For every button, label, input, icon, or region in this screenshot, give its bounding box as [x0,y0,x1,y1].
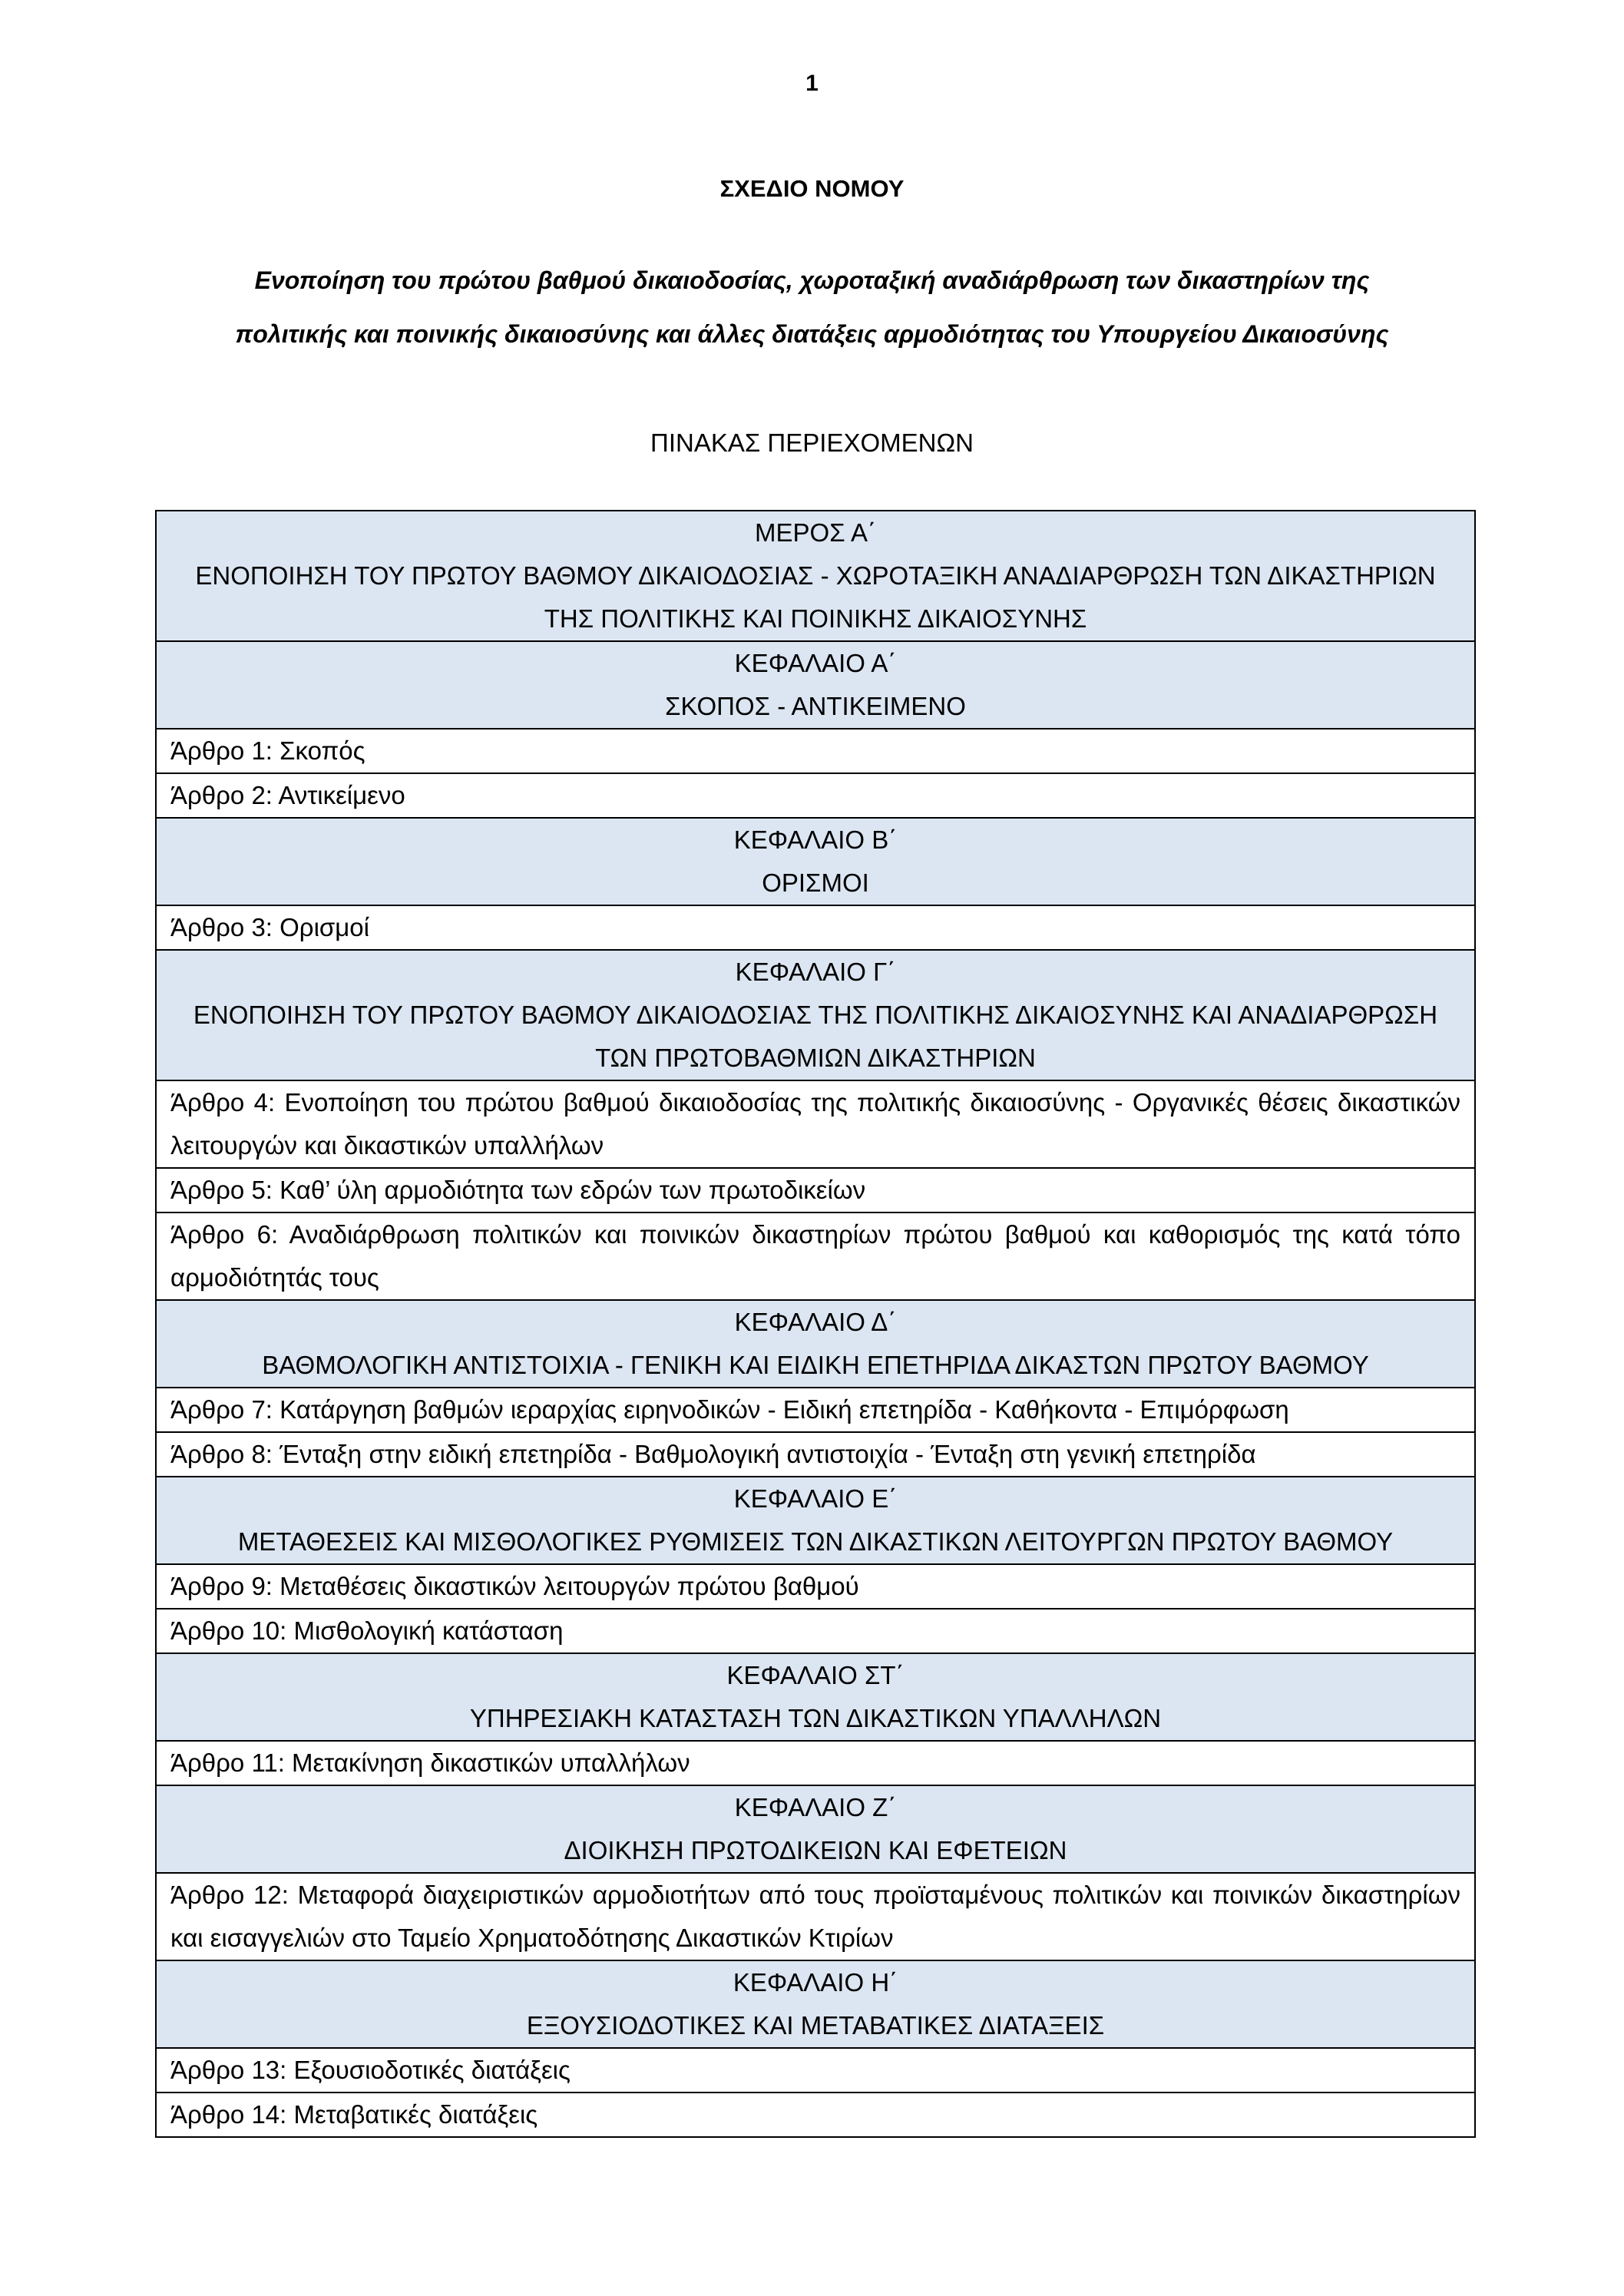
toc-chapter-row [156,641,1475,729]
toc-article-row [156,2093,1475,2137]
toc-article-row [156,1741,1475,1785]
toc-chapter-cell [156,818,1475,905]
toc-article-row [156,1873,1475,1960]
toc-article-cell: Άρθρο 4: Ενοποίηση του πρώτου βαθμού δικαιοδοσίας της πολιτικής δικαιοσύνης - Οργανικές θέσεις δικαστικών λειτουργών και δικαστικών υπαλλήλων [156,1080,1475,1168]
table-of-contents [155,510,1476,2138]
toc-article-row [156,1080,1475,1168]
toc-article-cell: Άρθρο 7: Κατάργηση βαθμών ιεραρχίας ειρηνοδικών - Ειδική επετηρίδα - Καθήκοντα - Επιμόρφωση [156,1388,1475,1432]
chapter-label: ΚΕΦΑΛΑΙΟ Η΄ [733,1968,898,1997]
toc-chapter-row [156,1653,1475,1741]
toc-chapter-cell [156,950,1475,1080]
toc-chapter-row [156,1785,1475,1873]
toc-article-cell: Άρθρο 5: Καθ’ ύλη αρμοδιότητα των εδρών των πρωτοδικείων [156,1168,1475,1213]
chapter-title-line: ΕΝΟΠΟΙΗΣΗ ΤΟΥ ΠΡΩΤΟΥ ΒΑΘΜΟΥ ΔΙΚΑΙΟΔΟΣΙΑΣ ΤΗΣ ΠΟΛΙΤΙΚΗΣ ΔΙΚΑΙΟΣΥΝΗΣ ΚΑΙ ΑΝΑΔΙΑΡΘΡΩΣΗ [193,1001,1438,1029]
document-title [154,253,1470,361]
page-number: 1 [805,71,819,96]
document-type: ΣΧΕΔΙΟ ΝΟΜΟΥ [719,175,905,202]
part-label: ΜΕΡΟΣ Α΄ [755,518,876,547]
toc-chapter-row [156,818,1475,905]
chapter-title-line: ΒΑΘΜΟΛΟΓΙΚΗ ΑΝΤΙΣΤΟΙΧΙΑ - ΓΕΝΙΚΗ ΚΑΙ ΕΙΔΙΚΗ ΕΠΕΤΗΡΙΔΑ ΔΙΚΑΣΤΩΝ ΠΡΩΤΟΥ ΒΑΘΜΟΥ [262,1351,1369,1379]
toc-chapter-cell [156,1785,1475,1873]
toc-chapter-row [156,950,1475,1080]
chapter-title-line: ΜΕΤΑΘΕΣΕΙΣ ΚΑΙ ΜΙΣΘΟΛΟΓΙΚΕΣ ΡΥΘΜΙΣΕΙΣ ΤΩΝ ΔΙΚΑΣΤΙΚΩΝ ΛΕΙΤΟΥΡΓΩΝ ΠΡΩΤΟΥ ΒΑΘΜΟΥ [237,1527,1394,1556]
toc-chapter-cell [156,1653,1475,1741]
part-title-line: ΕΝΟΠΟΙΗΣΗ ΤΟΥ ΠΡΩΤΟΥ ΒΑΘΜΟΥ ΔΙΚΑΙΟΔΟΣΙΑΣ - ΧΩΡΟΤΑΞΙΚΗ ΑΝΑΔΙΑΡΘΡΩΣΗ ΤΩΝ ΔΙΚΑΣΤΗΡΙΩΝ [195,561,1436,590]
chapter-title-line: ΔΙΟΙΚΗΣΗ ΠΡΩΤΟΔΙΚΕΙΩΝ ΚΑΙ ΕΦΕΤΕΙΩΝ [564,1836,1067,1864]
toc-article-cell: Άρθρο 3: Ορισμοί [156,905,1475,950]
toc-chapter-row [156,1477,1475,1564]
chapter-label: ΚΕΦΑΛΑΙΟ Ε΄ [733,1484,898,1513]
toc-part-cell [156,511,1475,641]
toc-article-row [156,905,1475,950]
toc-chapter-cell [156,641,1475,729]
toc-article-cell: Άρθρο 2: Αντικείμενο [156,773,1475,818]
chapter-label: ΚΕΦΑΛΑΙΟ Δ΄ [734,1308,897,1336]
chapter-title-line: ΟΡΙΣΜΟΙ [762,868,869,897]
toc-article-cell: Άρθρο 11: Μετακίνηση δικαστικών υπαλλήλων [156,1741,1475,1785]
toc-article-row [156,773,1475,818]
toc-article-cell: Άρθρο 13: Εξουσιοδοτικές διατάξεις [156,2048,1475,2093]
toc-article-cell: Άρθρο 8: Ένταξη στην ειδική επετηρίδα - Βαθμολογική αντιστοιχία - Ένταξη στη γενική επετηρίδα [156,1432,1475,1477]
part-title-line: ΤΗΣ ΠΟΛΙΤΙΚΗΣ ΚΑΙ ΠΟΙΝΙΚΗΣ ΔΙΚΑΙΟΣΥΝΗΣ [544,604,1087,633]
toc-article-cell: Άρθρο 6: Αναδιάρθρωση πολιτικών και ποινικών δικαστηρίων πρώτου βαθμού και καθορισμός της κατά τόπο αρμοδιότητάς τους [156,1213,1475,1300]
toc-article-row [156,1388,1475,1432]
toc-article-cell: Άρθρο 12: Μεταφορά διαχειριστικών αρμοδιοτήτων από τους προϊσταμένους πολιτικών και ποινικών δικαστηρίων και εισαγγελιών στο Ταμείο Χρηματοδότησης Δικαστικών Κτιρίων [156,1873,1475,1960]
toc-part-row [156,511,1475,641]
toc-chapter-row [156,1300,1475,1388]
document-title-line: πολιτικής και ποινικής δικαιοσύνης και άλλες διατάξεις αρμοδιότητας του Υπουργείου Δικαιοσύνης [235,320,1389,348]
toc-chapter-row [156,1960,1475,2048]
chapter-label: ΚΕΦΑΛΑΙΟ Α΄ [734,649,897,677]
toc-article-cell: Άρθρο 1: Σκοπός [156,729,1475,773]
toc-chapter-cell [156,1960,1475,2048]
toc-article-row [156,729,1475,773]
toc-article-row [156,1609,1475,1653]
toc-article-row [156,1432,1475,1477]
toc-article-row [156,1564,1475,1609]
toc-article-row [156,1168,1475,1213]
toc-article-cell: Άρθρο 9: Μεταθέσεις δικαστικών λειτουργών πρώτου βαθμού [156,1564,1475,1609]
toc-chapter-cell [156,1300,1475,1388]
chapter-label: ΚΕΦΑΛΑΙΟ Ζ΄ [734,1793,897,1821]
chapter-label: ΚΕΦΑΛΑΙΟ Β΄ [733,825,898,854]
toc-chapter-cell [156,1477,1475,1564]
toc-article-row [156,2048,1475,2093]
document-title-line: Ενοποίηση του πρώτου βαθμού δικαιοδοσίας, χωροταξική αναδιάρθρωση των δικαστηρίων της [254,266,1370,294]
chapter-label: ΚΕΦΑΛΑΙΟ ΣΤ΄ [726,1661,905,1689]
toc-heading: ΠΙΝΑΚΑΣ ΠΕΡΙΕΧΟΜΕΝΩΝ [650,428,974,457]
chapter-label: ΚΕΦΑΛΑΙΟ Γ΄ [735,958,896,986]
chapter-title-line: ΤΩΝ ΠΡΩΤΟΒΑΘΜΙΩΝ ΔΙΚΑΣΤΗΡΙΩΝ [595,1044,1036,1072]
chapter-title-line: ΥΠΗΡΕΣΙΑΚΗ ΚΑΤΑΣΤΑΣΗ ΤΩΝ ΔΙΚΑΣΤΙΚΩΝ ΥΠΑΛΛΗΛΩΝ [469,1704,1162,1732]
chapter-title-line: ΕΞΟΥΣΙΟΔΟΤΙΚΕΣ ΚΑΙ ΜΕΤΑΒΑΤΙΚΕΣ ΔΙΑΤΑΞΕΙΣ [526,2011,1105,2040]
toc-article-cell: Άρθρο 10: Μισθολογική κατάσταση [156,1609,1475,1653]
toc-article-cell: Άρθρο 14: Μεταβατικές διατάξεις [156,2093,1475,2137]
chapter-title-line: ΣΚΟΠΟΣ - ΑΝΤΙΚΕΙΜΕΝΟ [665,692,966,720]
toc-article-row [156,1213,1475,1300]
